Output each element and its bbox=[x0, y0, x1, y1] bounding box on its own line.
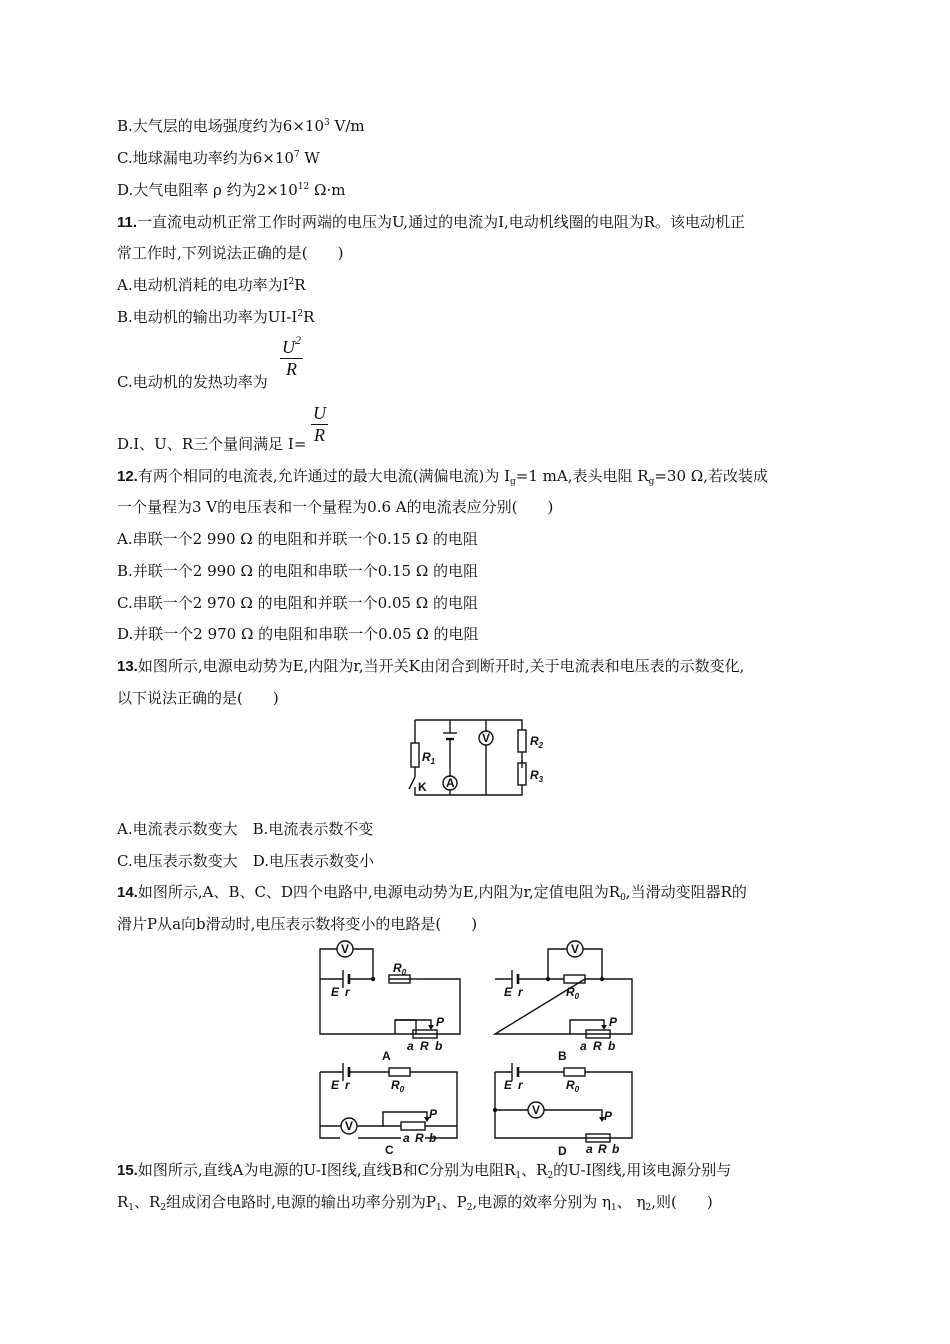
q11-option-d: D.I、U、R三个量间满足 I= bbox=[117, 435, 307, 453]
q10-option-d: D.大气电阻率 ρ 约为$2\times 10^{12}$ Ω·m bbox=[117, 181, 346, 199]
q14-d-b-label: b bbox=[612, 1142, 620, 1156]
q13-options-ab: A.电流表示数变大 B.电流表示数不变 bbox=[117, 820, 374, 838]
q14-b-p-label: P bbox=[609, 1015, 618, 1029]
q13-circuit-diagram bbox=[400, 715, 550, 800]
q11-option-b: B.电动机的输出功率为$UI-I^2R$ bbox=[117, 308, 315, 326]
q14-circuit-a bbox=[315, 938, 465, 1063]
q14-c-e-label: E bbox=[331, 1078, 340, 1092]
q14-circuit-c bbox=[315, 1058, 465, 1158]
q14-c-rheostat bbox=[401, 1122, 425, 1130]
q14-d-voltmeter-label: V bbox=[532, 1103, 541, 1117]
q14-a-p-label: P bbox=[436, 1015, 445, 1029]
q10-option-b: B.大气层的电场强度约为$6\times 10^3$ V/m bbox=[117, 117, 365, 135]
q11-stem-line1: 11.一直流电动机正常工作时两端的电压为U,通过的电流为I,电动机线圈的电阻为R。该电动机正 bbox=[117, 213, 746, 231]
q14-b-b-label: b bbox=[608, 1039, 616, 1053]
q12-option-a: A.串联一个2 990 Ω 的电阻和并联一个0.15 Ω 的电阻 bbox=[117, 530, 478, 548]
q14-a-rr-label: R bbox=[420, 1039, 429, 1053]
q14-c-r-label: r bbox=[345, 1078, 350, 1092]
q15-stem-line2: $R_1$、$R_2$组成闭合电路时,电源的输出功率分别为$P_1$、$P_2$,电源的效率分别为 $\eta_1$、 $\eta_2$,则( ) bbox=[117, 1193, 713, 1213]
q14-b-r0 bbox=[564, 975, 585, 983]
q13-r1-label: $R_1$ bbox=[422, 750, 436, 766]
q14-a-e-label: E bbox=[331, 985, 340, 999]
q12-option-b: B.并联一个2 990 Ω 的电阻和串联一个0.15 Ω 的电阻 bbox=[117, 562, 479, 580]
q15-stem-line1: 15.如图所示,直线A为电源的U-I图线,直线B和C分别为电阻$R_1$、$R_2$的U-I图线,用该电源分别与 bbox=[117, 1161, 732, 1181]
q13-stem-line2: 以下说法正确的是( ) bbox=[117, 689, 279, 707]
q14-b-r-label: r bbox=[518, 985, 523, 999]
q14-b-voltmeter-label: V bbox=[571, 942, 580, 956]
q13-switch-k bbox=[409, 777, 415, 789]
q14-c-b-label: b bbox=[429, 1131, 437, 1145]
q12-stem-line1: 12.有两个相同的电流表,允许通过的最大电流(满偏电流)为 $I_g=1$ mA,表头电阻 $R_g=30$ Ω,若改装成 bbox=[117, 467, 768, 487]
q14-label-a: A bbox=[382, 1049, 391, 1063]
q12-option-c: C.串联一个2 970 Ω 的电阻和并联一个0.05 Ω 的电阻 bbox=[117, 594, 478, 612]
q14-d-r0 bbox=[564, 1068, 585, 1076]
q14-a-voltmeter-label: V bbox=[341, 942, 350, 956]
q11-stem-line2: 常工作时,下列说法正确的是( ) bbox=[117, 244, 344, 262]
q14-c-voltmeter-label: V bbox=[345, 1119, 354, 1133]
q13-voltmeter-label: V bbox=[482, 731, 491, 745]
q13-r3-label: $R_3$ bbox=[530, 768, 544, 784]
q11-option-c: C.电动机的发热功率为 bbox=[117, 373, 268, 391]
q14-a-a-label: a bbox=[407, 1039, 414, 1053]
q12-option-d: D.并联一个2 970 Ω 的电阻和串联一个0.05 Ω 的电阻 bbox=[117, 625, 479, 643]
q14-d-e-label: E bbox=[504, 1078, 513, 1092]
q13-options-cd: C.电压表示数变大 D.电压表示数变小 bbox=[117, 852, 374, 870]
q14-circuit-b bbox=[490, 938, 640, 1063]
q14-d-p-label: P bbox=[604, 1109, 613, 1123]
q13-r1-resistor bbox=[411, 743, 419, 767]
q14-a-b-label: b bbox=[435, 1039, 443, 1053]
q14-b-rr-label: R bbox=[593, 1039, 602, 1053]
q13-stem-line1: 13.如图所示,电源电动势为E,内阻为r,当开关K由闭合到断开时,关于电流表和电压表的示数变化, bbox=[117, 657, 745, 675]
q13-r2-resistor bbox=[518, 730, 526, 752]
q14-circuit-d bbox=[490, 1058, 640, 1158]
q14-label-c: C bbox=[385, 1143, 394, 1157]
q14-c-p-label: P bbox=[429, 1107, 438, 1121]
q14-b-a-label: a bbox=[580, 1039, 587, 1053]
q14-a-r0-label: $R_0$ bbox=[393, 961, 407, 977]
q14-b-e-label: E bbox=[504, 985, 513, 999]
q14-stem-line1: 14.如图所示,A、B、C、D四个电路中,电源电动势为E,内阻为r,定值电阻为$R_0$,当滑动变阻器R的 bbox=[117, 883, 747, 903]
q14-label-d: D bbox=[558, 1144, 567, 1158]
q14-c-rr-label: R bbox=[415, 1131, 424, 1145]
q13-switch-label: K bbox=[418, 780, 427, 794]
q14-d-r0-label: $R_0$ bbox=[566, 1078, 580, 1094]
q14-c-r0-label: $R_0$ bbox=[391, 1078, 405, 1094]
q14-label-b: B bbox=[558, 1049, 567, 1063]
q12-stem-line2: 一个量程为3 V的电压表和一个量程为0.6 A的电流表应分别( ) bbox=[117, 498, 554, 516]
q11-option-d-fraction: $\frac{U}{R}$ bbox=[313, 403, 326, 445]
q14-stem-line2: 滑片P从a向b滑动时,电压表示数将变小的电路是( ) bbox=[117, 915, 478, 933]
q14-b-r0-label: $R_0$ bbox=[566, 985, 580, 1001]
q14-d-rr-label: R bbox=[598, 1142, 607, 1156]
q14-c-a-label: a bbox=[403, 1131, 410, 1145]
q14-a-r-label: r bbox=[345, 985, 350, 999]
q13-r2-label: $R_2$ bbox=[530, 734, 544, 750]
q14-d-r-label: r bbox=[518, 1078, 523, 1092]
q11-option-a: A.电动机消耗的电功率为$I^2R$ bbox=[117, 276, 306, 294]
q13-ammeter-label: A bbox=[446, 776, 455, 790]
q14-d-a-label: a bbox=[586, 1142, 593, 1156]
q14-c-r0 bbox=[389, 1068, 410, 1076]
q10-option-c: C.地球漏电功率约为$6\times 10^7$ W bbox=[117, 149, 320, 167]
q11-option-c-fraction: $\frac{U^2}{R}$ bbox=[282, 333, 301, 379]
